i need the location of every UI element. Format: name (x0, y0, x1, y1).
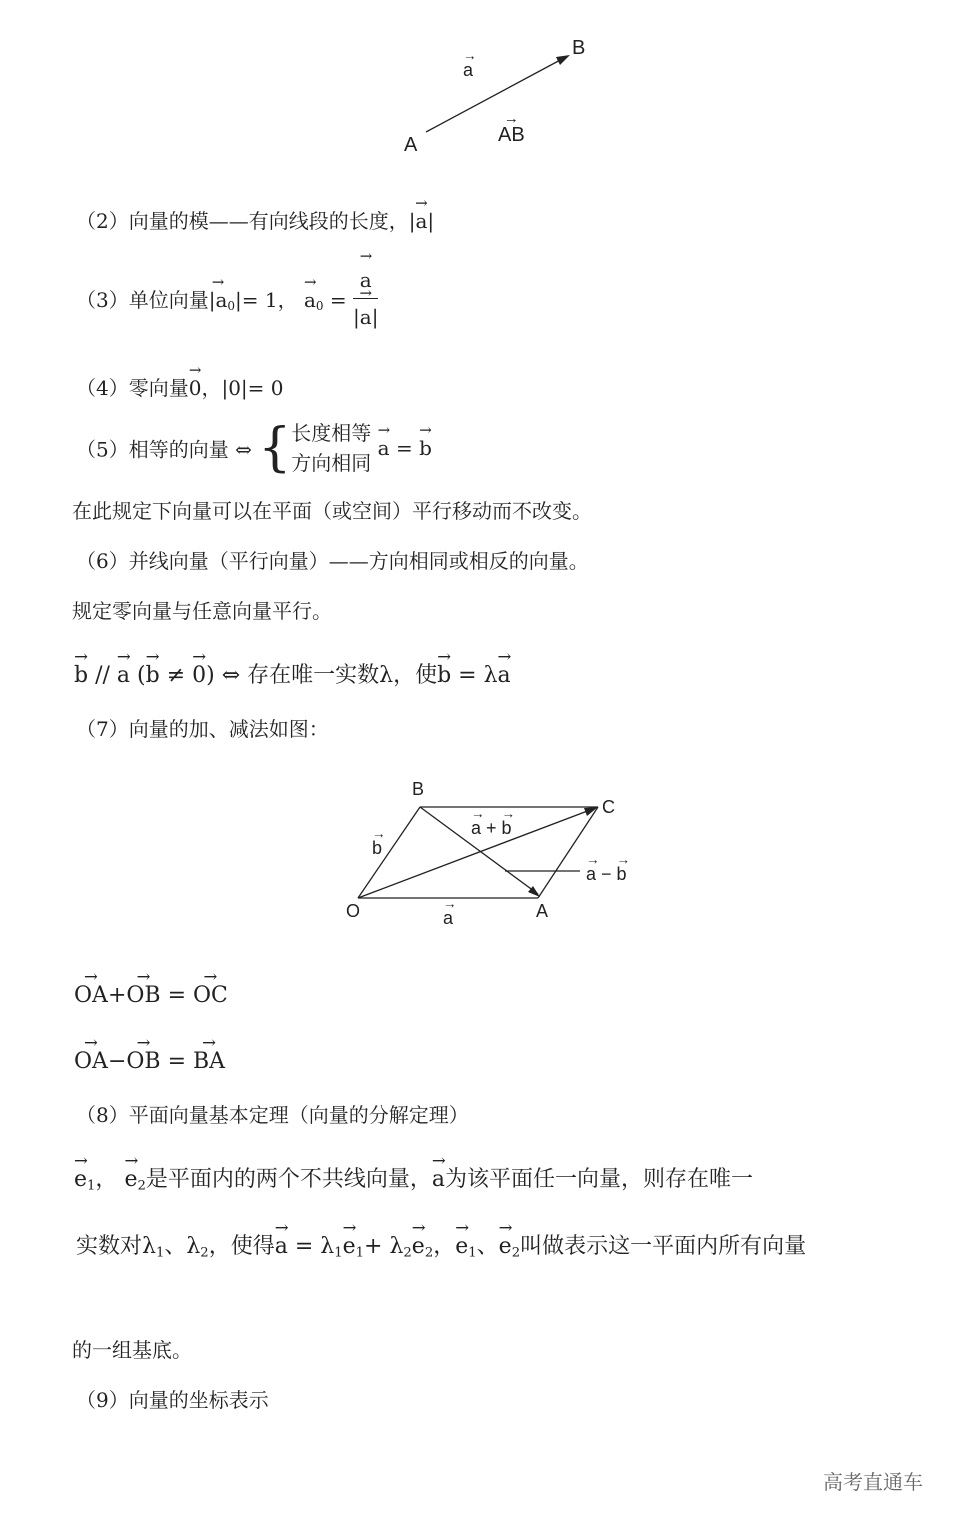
equation-add: → OA+→ OB = → OC (74, 983, 228, 1008)
item-3-frac-den: → |a| (353, 299, 378, 335)
theorem-line-2: 实数对$\lambda_1$、$\lambda_2$，使得→ $a = \lambda_1\to e_1+ \lambda_2\to e_2$，→ $e_1$、→ $e_2$叫做表示这一平面内所有向量 (76, 1229, 806, 1260)
parallel-condition: → b // → a (→ b ≠ → 0) ⇔ 存在唯一实数λ，使→ b = λ→ a (74, 658, 511, 689)
item-8-line: （8）平面向量基本定理（向量的分解定理） (76, 1103, 469, 1127)
item-2-formula: → |a| (409, 209, 434, 233)
item-3-frac-num: → a (360, 262, 372, 298)
item-5-line: （5）相等的向量 ⇔ { 长度相等 方向相同 → a = → b (76, 418, 432, 478)
fig2-label-c: C (602, 797, 615, 817)
vector-ab-arrowhead (556, 55, 570, 65)
arrowhead-c (584, 807, 598, 816)
item-3-fraction (353, 262, 378, 335)
item-9-line: （9）向量的坐标表示 (76, 1388, 269, 1412)
fig2-label-a-vec: → a (443, 908, 453, 929)
watermark: 高考直通车 (823, 1470, 923, 1494)
item-2-text: （2）向量的模——有向线段的长度， (76, 209, 409, 233)
fig1-label-b: B (572, 37, 586, 59)
figure-vector-ab (390, 30, 620, 170)
item-5-cond-length: 长度相等 (291, 421, 372, 445)
item-3-text: （3）单位向量 (76, 288, 209, 312)
fig1-label-ab: → AB (498, 124, 525, 147)
item-3-a0: → a (304, 288, 316, 312)
item-6-line: （6）并线向量（平行向量）——方向相同或相反的向量。 (76, 549, 589, 573)
item-2-line (76, 205, 434, 234)
fig2-label-b-vec: → b (372, 838, 382, 859)
item-7-line: （7）向量的加、减法如图： (76, 717, 329, 741)
fig2-label-b: B (412, 779, 425, 799)
side-ob (358, 807, 420, 898)
item-4-line: （4）零向量→ 0，|0|= 0 (76, 372, 284, 401)
theorem-line-1: → $e_1$， → $e_2$是平面内的两个不共线向量，→ a为该平面任一向量，则存在唯一 (74, 1162, 753, 1193)
note-zero-parallel: 规定零向量与任意向量平行。 (72, 599, 332, 623)
item-5-cond-direction: 方向相同 (291, 451, 372, 475)
equation-subtract: → OA−→ OB = → BA (74, 1049, 225, 1074)
theorem-line-3: 的一组基底。 (72, 1338, 192, 1362)
note-parallel-move: 在此规定下向量可以在平面（或空间）平行移动而不改变。 (72, 499, 592, 523)
fig2-label-diff: → a − → b (586, 864, 627, 885)
fig2-label-a: A (536, 901, 549, 921)
fig2-label-sum: → a + → b (471, 818, 512, 839)
fig2-label-o: O (346, 901, 361, 921)
vector-ab-line (426, 58, 564, 132)
fig1-label-a-vec: → a (463, 60, 473, 81)
item-4-zero-vector: → 0 (189, 376, 202, 400)
item-3-line: （3）单位向量→ $|a_0|= 1$， → $a_0$ = → a → |a| (76, 262, 378, 335)
figure-parallelogram (340, 770, 660, 940)
fig1-label-a-point: A (404, 134, 418, 156)
item-3-unit-abs: → |a (209, 288, 228, 312)
